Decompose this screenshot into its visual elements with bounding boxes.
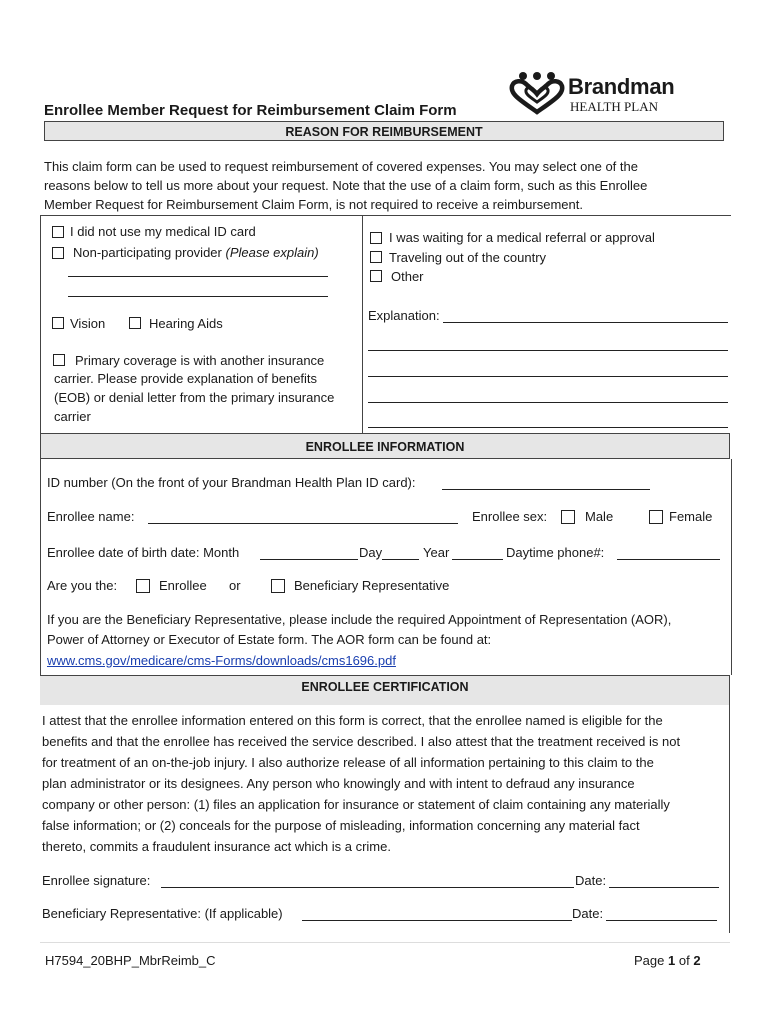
explanation-line-3[interactable] (368, 376, 728, 377)
enrollee-sex-label: Enrollee sex: (472, 509, 548, 524)
nonpar-label (73, 245, 319, 261)
certification-line: plan administrator or its designees. Any person who knowingly and with intent to defraud any insurance (42, 776, 635, 791)
aor-instructions: If you are the Beneficiary Representative, please include the required Appointment of Representation (AOR), (47, 612, 672, 627)
page-current: 1 (668, 953, 676, 968)
other-checkbox[interactable] (370, 270, 382, 282)
page-of: of (678, 953, 690, 968)
page-total: 2 (693, 953, 701, 968)
brandman-logo (508, 70, 675, 118)
form-code: H7594_20BHP_MbrReimb_C (45, 953, 216, 968)
enrollee-name-input[interactable] (148, 523, 458, 524)
vision-label: Vision (70, 316, 106, 331)
dob-year-label: Year (423, 545, 450, 560)
signature-date-input[interactable] (609, 887, 719, 888)
dob-month-label: Enrollee date of birth date: Month (47, 545, 240, 560)
nonpar-label-text: Non-participating provider (73, 245, 222, 260)
female-checkbox[interactable] (649, 510, 663, 524)
primary-coverage-label: carrier (54, 409, 91, 424)
dob-month-input[interactable] (260, 559, 358, 560)
traveling-checkbox[interactable] (370, 251, 382, 263)
rep-date-input[interactable] (606, 920, 717, 921)
enrollee-signature-input[interactable] (161, 887, 574, 888)
reason-header: REASON FOR REIMBURSEMENT (44, 121, 724, 141)
footer-rule (40, 942, 730, 943)
nonpar-label-note: (Please explain) (225, 245, 319, 260)
explanation-line-5[interactable] (368, 427, 728, 428)
waiting-referral-label: I was waiting for a medical referral or approval (389, 230, 655, 245)
nonpar-checkbox[interactable] (52, 247, 64, 259)
explanation-line-1[interactable] (443, 322, 728, 323)
explanation-line-2[interactable] (368, 350, 728, 351)
logo-name: Brandman (568, 74, 675, 99)
reason-intro-line: reasons below to tell us more about your request. Note that the use of a claim form, such as this Enrollee (44, 178, 648, 193)
enrollee-name-label: Enrollee name: (47, 509, 135, 524)
hearing-aids-checkbox[interactable] (129, 317, 141, 329)
enrollee-info-header: ENROLLEE INFORMATION (40, 433, 730, 459)
beneficiary-option-label: Beneficiary Representative (294, 578, 450, 593)
reason-table-divider (362, 215, 363, 433)
female-label: Female (669, 509, 713, 524)
aor-form-link[interactable]: www.cms.gov/medicare/cms-Forms/downloads/cms1696.pdf (47, 653, 396, 668)
no-card-checkbox[interactable] (52, 226, 64, 238)
nonpar-explain-line-2[interactable] (68, 296, 328, 297)
vision-checkbox[interactable] (52, 317, 64, 329)
enrollee-checkbox[interactable] (136, 579, 150, 593)
daytime-phone-label: Daytime phone#: (506, 545, 605, 560)
beneficiary-rep-input[interactable] (302, 920, 572, 921)
daytime-phone-input[interactable] (617, 559, 720, 560)
certification-line: for treatment of an on-the-job injury. I also authorize release of all information pertaining to this claim to the (42, 755, 654, 770)
explanation-line-4[interactable] (368, 402, 728, 403)
or-text: or (229, 578, 241, 593)
heart-people-icon (508, 70, 566, 116)
certification-line: benefits and that the enrollee has received the service described. I also attest that the treatment received is not (42, 734, 681, 749)
aor-instructions: Power of Attorney or Executor of Estate form. The AOR form can be found at: (47, 632, 492, 647)
primary-coverage-label: carrier. Please provide explanation of benefits (54, 371, 318, 386)
beneficiary-checkbox[interactable] (271, 579, 285, 593)
primary-coverage-label: Primary coverage is with another insurance (75, 353, 325, 368)
are-you-label: Are you the: (47, 578, 118, 593)
form-title: Enrollee Member Request for Reimbursement Claim Form (44, 102, 457, 119)
id-number-label: ID number (On the front of your Brandman Health Plan ID card): (47, 475, 416, 490)
dob-year-input[interactable] (452, 559, 503, 560)
primary-coverage-checkbox[interactable] (53, 354, 65, 366)
certification-line: false information; or (2) conceals for the purpose of misleading, information concerning any material fact (42, 818, 640, 833)
reason-intro-line: Member Request for Reimbursement Claim Form, is not required to receive a reimbursement. (44, 197, 583, 212)
certification-line: company or other person: (1) files an application for insurance or statement of claim containing any materially (42, 797, 670, 812)
dob-day-label: Day (359, 545, 383, 560)
signature-date-label: Date: (575, 873, 607, 888)
id-number-input[interactable] (442, 489, 650, 490)
nonpar-explain-line-1[interactable] (68, 276, 328, 277)
other-label: Other (391, 269, 424, 284)
waiting-referral-checkbox[interactable] (370, 232, 382, 244)
certification-line: thereto, commits a fraudulent insurance act which is a crime. (42, 839, 391, 854)
dob-day-input[interactable] (382, 559, 419, 560)
certification-header: ENROLLEE CERTIFICATION (40, 675, 730, 705)
rep-date-label: Date: (572, 906, 604, 921)
beneficiary-rep-label: Beneficiary Representative: (If applicable) (42, 906, 283, 921)
traveling-label: Traveling out of the country (389, 250, 547, 265)
male-label: Male (585, 509, 614, 524)
page-prefix: Page (634, 953, 665, 968)
certification-right-border (729, 675, 730, 933)
logo-sub: HEALTH PLAN (570, 99, 658, 114)
enrollee-option-label: Enrollee (159, 578, 207, 593)
reason-intro-line: This claim form can be used to request reimbursement of covered expenses. You may select one of the (44, 159, 638, 174)
explanation-label: Explanation: (368, 308, 440, 323)
hearing-aids-label: Hearing Aids (149, 316, 223, 331)
enrollee-signature-label: Enrollee signature: (42, 873, 151, 888)
no-card-label: I did not use my medical ID card (70, 224, 256, 239)
primary-coverage-label: (EOB) or denial letter from the primary insurance (54, 390, 335, 405)
certification-line: I attest that the enrollee information entered on this form is correct, that the enrollee named is eligible for the (42, 713, 663, 728)
page-number (634, 953, 701, 969)
male-checkbox[interactable] (561, 510, 575, 524)
